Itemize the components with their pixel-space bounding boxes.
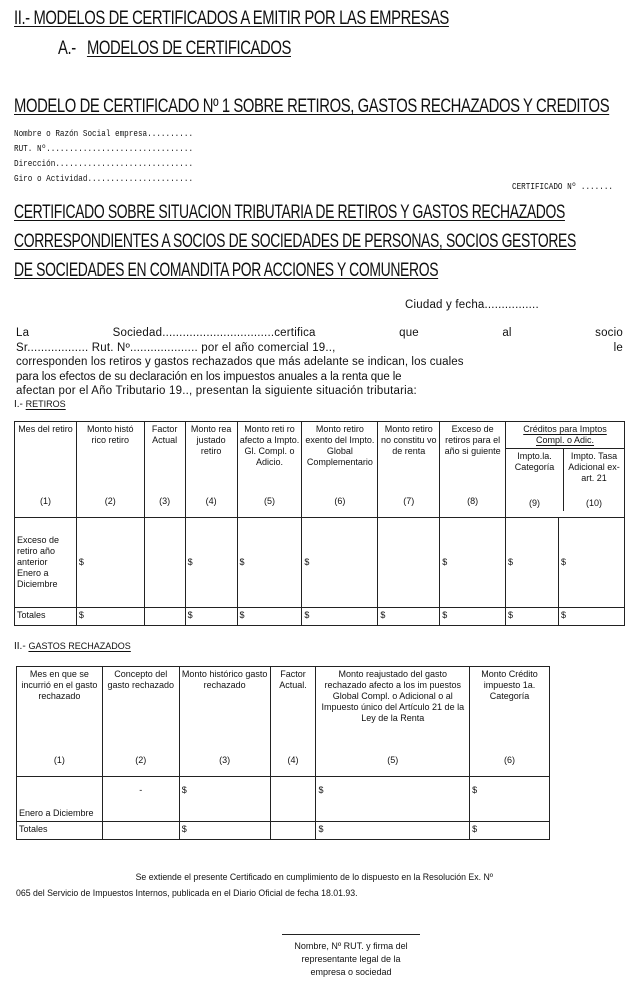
- header-text: Monto rea justado retiro: [190, 424, 232, 456]
- retiros-header-row: [15, 422, 625, 518]
- header-text: Impto.la. Categoría: [514, 451, 555, 472]
- dollar-sign: $: [239, 610, 245, 620]
- field-activity: Giro o Actividad.......................: [14, 174, 194, 184]
- heading-1: [14, 8, 449, 30]
- th-monto-historico: [76, 422, 144, 518]
- model-title: [14, 96, 609, 118]
- header-text: Mes del retiro: [18, 424, 73, 434]
- para-word: que: [399, 327, 419, 339]
- th-factor-actual: [144, 422, 185, 518]
- row-label: Exceso de retiro año anterior Enero a Diciembre: [17, 535, 60, 589]
- td-total-cell: [316, 822, 470, 840]
- column-number: (7): [403, 496, 415, 506]
- th-monto-afecto: [237, 422, 302, 518]
- column-number: (2): [104, 496, 116, 506]
- td-cell: [237, 518, 302, 608]
- th-exceso-retiros: [440, 422, 506, 518]
- section-2-heading: [14, 641, 131, 652]
- column-number: (6): [504, 755, 516, 765]
- para-line-5: afectan por el Año Tributario 19.., presentan la siguiente situación tributaria:: [16, 385, 417, 397]
- dollar-sign: $: [560, 610, 566, 620]
- dollar-sign: $: [472, 824, 478, 834]
- td-total-cell: [378, 608, 440, 626]
- signature-block: [275, 940, 427, 979]
- td-total-cell: [144, 608, 185, 626]
- para-segment: Sr.................. Rut. Nº.................... por el año comercial 19..,: [16, 341, 336, 354]
- para-line-4: para los efectos de su declaración en los impuestos anuales a la renta que le: [16, 370, 402, 383]
- section-1-number: I.-: [14, 399, 23, 410]
- dollar-sign: $: [78, 610, 84, 620]
- para-word: socio: [595, 327, 623, 339]
- signature-line-3: empresa o sociedad: [310, 967, 392, 977]
- para-line-3: corresponden los retiros y gastos rechazados que más adelante se indican, los cuales: [16, 356, 464, 368]
- th-concepto: [102, 667, 179, 777]
- td-total-cell: [102, 822, 179, 840]
- section-1-heading: [14, 399, 66, 410]
- header-text: Monto reti ro afecto a Impto. Gl. Compl. o Adicio.: [239, 424, 300, 467]
- td-cell: [185, 518, 237, 608]
- td-totales-label: Totales: [15, 608, 77, 626]
- th-monto-reajustado-gasto: [316, 667, 470, 777]
- column-number: (5): [263, 496, 275, 506]
- td-total-cell: [185, 608, 237, 626]
- row-label: Enero a Diciembre: [19, 808, 94, 818]
- header-text: Monto reajustado del gasto rechazado afecto a los im puestos Global Compl. o Adicional o al Impuesto único del Artículo 21 de la Ley de la Renta: [321, 669, 465, 723]
- signature-line-1: Nombre, Nº RUT. y firma del: [294, 941, 408, 951]
- td-total-cell: [270, 822, 316, 840]
- para-segment: le: [613, 341, 623, 354]
- dollar-sign: $: [442, 610, 448, 620]
- dollar-sign: $: [318, 785, 324, 795]
- header-text: Monto retiro no constitu vo de renta: [381, 424, 437, 456]
- th-mes-retiro: [15, 422, 77, 518]
- dash: -: [139, 785, 143, 795]
- dollar-sign: $: [304, 610, 310, 620]
- th-monto-credito: [470, 667, 550, 777]
- gastos-rechazados-table: [16, 666, 550, 840]
- gastos-data-row: [17, 777, 550, 822]
- header-text: Mes en que se incurrió en el gasto rechazado: [21, 669, 98, 701]
- dollar-sign: $: [187, 610, 193, 620]
- gastos-header-row: [17, 667, 550, 777]
- column-number: (1): [53, 755, 65, 765]
- td-cell: [144, 518, 185, 608]
- signature-line: [282, 934, 420, 935]
- td-total-cell: [470, 822, 550, 840]
- dollar-sign: $: [239, 557, 245, 567]
- th-creditos-group: [506, 422, 625, 518]
- td-cell: [179, 777, 270, 822]
- header-text: Monto Crédito impuesto 1a. Categoría: [481, 669, 538, 701]
- para-line-2: [16, 341, 623, 356]
- th-no-constitutivo: [378, 422, 440, 518]
- header-text: Impto. Tasa Adicional ex-art. 21: [568, 451, 620, 483]
- th-impto-tasa-adicional: [564, 449, 624, 511]
- dollar-sign: $: [181, 785, 187, 795]
- td-total-cell: [506, 608, 559, 626]
- heading-2-text: MODELOS DE CERTIFICADOS: [86, 38, 292, 59]
- field-address: Dirección..............................: [14, 159, 194, 169]
- column-number: (2): [135, 755, 147, 765]
- column-number: (10): [586, 498, 603, 508]
- td-exceso-label: [15, 518, 77, 608]
- td-total-cell: [237, 608, 302, 626]
- dollar-sign: $: [187, 557, 193, 567]
- th-impto-1a-categoria: [506, 449, 564, 511]
- header-text: Créditos para Imptos Compl. o Adic.: [506, 422, 624, 449]
- td-total-cell: [302, 608, 378, 626]
- section-2-number: II.-: [14, 641, 26, 652]
- footer-line-1: Se extiende el presente Certificado en cumplimiento de lo dispuesto en la Resolución Ex. Nº: [135, 872, 493, 883]
- header-text: Concepto del gasto rechazado: [107, 669, 175, 690]
- signature-line-2: representante legal de la: [301, 954, 401, 964]
- para-word: La: [16, 327, 30, 339]
- td-cell: [102, 777, 179, 822]
- td-cell: [378, 518, 440, 608]
- city-date: Ciudad y fecha................: [405, 299, 539, 311]
- td-cell: [76, 518, 144, 608]
- heading-1-text: II.- MODELOS DE CERTIFICADOS A EMITIR POR LAS EMPRESAS: [14, 8, 449, 29]
- dollar-sign: $: [442, 557, 448, 567]
- section-2-label: GASTOS RECHAZADOS: [28, 641, 131, 651]
- th-mes-gasto: [17, 667, 103, 777]
- cert-title-line-1: CERTIFICADO SOBRE SITUACION TRIBUTARIA DE RETIROS Y GASTOS RECHAZADOS: [14, 201, 565, 223]
- th-factor-actual-gasto: [270, 667, 316, 777]
- header-text: Factor Actual: [151, 424, 178, 445]
- dollar-sign: $: [78, 557, 84, 567]
- para-line-1: [16, 326, 623, 341]
- td-cell: [440, 518, 506, 608]
- th-monto-reajustado: [185, 422, 237, 518]
- retiros-totales-row: [15, 608, 625, 626]
- para-word: Sociedad.................................certifica: [112, 327, 316, 339]
- retiros-table: [14, 421, 625, 626]
- heading-2-prefix: A.-: [58, 38, 76, 59]
- td-total-cell: [179, 822, 270, 840]
- td-cell: [470, 777, 550, 822]
- para-word: al: [502, 327, 512, 339]
- column-number: (1): [39, 496, 51, 506]
- field-company-name: Nombre o Razón Social empresa..........: [14, 129, 194, 139]
- th-monto-historico-gasto: [179, 667, 270, 777]
- td-cell: [506, 518, 559, 608]
- certificate-number: CERTIFICADO Nº .......: [512, 182, 614, 192]
- column-number: (8): [467, 496, 479, 506]
- header-text: Monto histórico gasto rechazado: [181, 669, 268, 690]
- dollar-sign: $: [508, 610, 514, 620]
- certificate-title: [14, 198, 576, 285]
- dollar-sign: $: [472, 785, 478, 795]
- th-monto-exento: [302, 422, 378, 518]
- td-enero-diciembre: [17, 777, 103, 822]
- model-title-text: MODELO DE CERTIFICADO Nº 1 SOBRE RETIROS, GASTOS RECHAZADOS Y CREDITOS: [14, 96, 610, 117]
- column-number: (3): [219, 755, 231, 765]
- td-cell: [316, 777, 470, 822]
- gastos-totales-row: [17, 822, 550, 840]
- column-number: (4): [205, 496, 217, 506]
- dollar-sign: $: [508, 557, 514, 567]
- dollar-sign: $: [304, 557, 310, 567]
- cert-title-line-2: CORRESPONDIENTES A SOCIOS DE SOCIEDADES DE PERSONAS, SOCIOS GESTORES: [14, 230, 576, 252]
- dollar-sign: $: [380, 610, 386, 620]
- footer-statement: [16, 870, 493, 902]
- td-cell: [558, 518, 624, 608]
- td-total-cell: [440, 608, 506, 626]
- heading-2: [58, 38, 291, 60]
- td-cell: [270, 777, 316, 822]
- section-1-label: RETIROS: [25, 399, 66, 409]
- column-number: (4): [287, 755, 299, 765]
- td-total-cell: [558, 608, 624, 626]
- cert-title-line-3: DE SOCIEDADES EN COMANDITA POR ACCIONES Y COMUNEROS: [14, 259, 439, 281]
- column-number: (5): [387, 755, 399, 765]
- column-number: (3): [159, 496, 171, 506]
- column-number: (9): [529, 498, 541, 508]
- footer-line-2: 065 del Servicio de Impuestos Internos, publicada en el Diario Oficial de fecha 18.01.93.: [16, 888, 358, 899]
- header-text: Monto histó rico retiro: [87, 424, 134, 445]
- retiros-data-row: [15, 518, 625, 608]
- header-text: Exceso de retiros para el año si guiente: [444, 424, 501, 456]
- td-total-cell: [76, 608, 144, 626]
- td-totales-label: Totales: [17, 822, 103, 840]
- td-cell: [302, 518, 378, 608]
- certification-paragraph: [16, 326, 623, 399]
- dollar-sign: $: [318, 824, 324, 834]
- column-number: (6): [334, 496, 346, 506]
- field-rut: RUT. Nº................................: [14, 144, 194, 154]
- dollar-sign: $: [560, 557, 566, 567]
- dollar-sign: $: [181, 824, 187, 834]
- header-text: Monto retiro exento del Impto. Global Complementario: [305, 424, 375, 467]
- company-fields: [14, 127, 193, 187]
- header-text: Factor Actual.: [279, 669, 307, 690]
